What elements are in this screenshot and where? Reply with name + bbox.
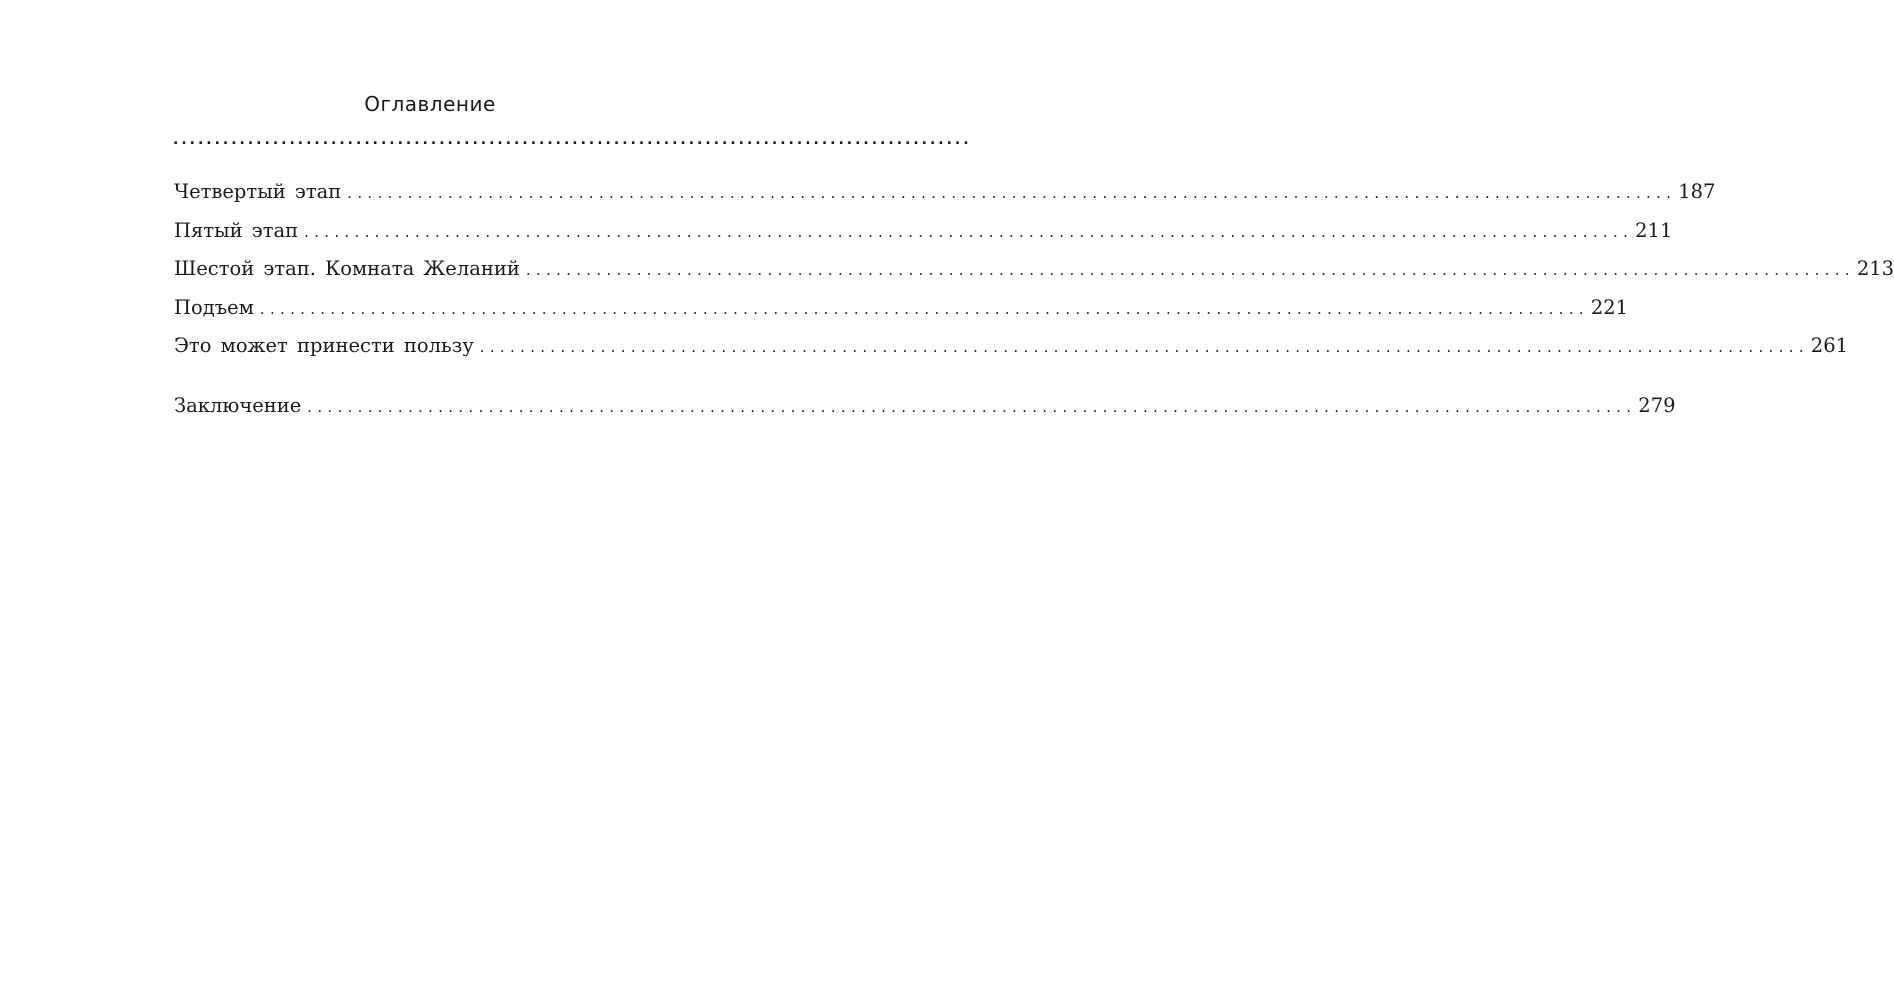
toc-entry-title: Четвертый этап (174, 180, 342, 203)
toc-entry-eto-mozhet-prinesti-polzu[interactable] (174, 332, 1849, 371)
dot-leader: .................................................................................................................................... (347, 184, 1677, 202)
toc-entry-page-number: 211 (1635, 218, 1673, 242)
toc-entry-chetvertyi-etap[interactable] (174, 178, 1716, 217)
toc-entry-title: Заключение (174, 393, 302, 417)
dot-leader: .................................................................................................................................... (307, 397, 1637, 416)
toc-entry-zaklyuchenie[interactable] (174, 392, 1676, 431)
toc-entry-page-number: 261 (1810, 334, 1849, 357)
toc-entry-title: Подъем (174, 295, 254, 319)
table-of-contents (174, 178, 1894, 430)
toc-entry-shestoi-etap[interactable] (174, 255, 1894, 294)
toc-entry-podem[interactable] (174, 294, 1629, 333)
toc-entry-page-number: 279 (1638, 393, 1676, 417)
toc-heading: Оглавление (364, 92, 496, 116)
toc-entry-pyatyi-etap[interactable] (174, 217, 1673, 256)
toc-entry-title: Шестой этап. Комната Желаний (174, 257, 520, 280)
dot-leader: .................................................................................................................................... (525, 261, 1855, 279)
dotted-title-rule: ................................................................................................ (173, 132, 972, 148)
toc-entry-title: Это может принести пользу (174, 334, 474, 357)
toc-entry-title: Пятый этап (174, 218, 299, 242)
dot-leader: .................................................................................................................................... (259, 299, 1589, 318)
dot-leader: .................................................................................................................................... (304, 222, 1634, 241)
toc-entry-page-number: 221 (1590, 295, 1629, 319)
dot-leader: .................................................................................................................................... (479, 338, 1809, 356)
toc-entry-page-number: 213 (1856, 257, 1894, 280)
toc-entry-page-number: 187 (1678, 180, 1716, 203)
